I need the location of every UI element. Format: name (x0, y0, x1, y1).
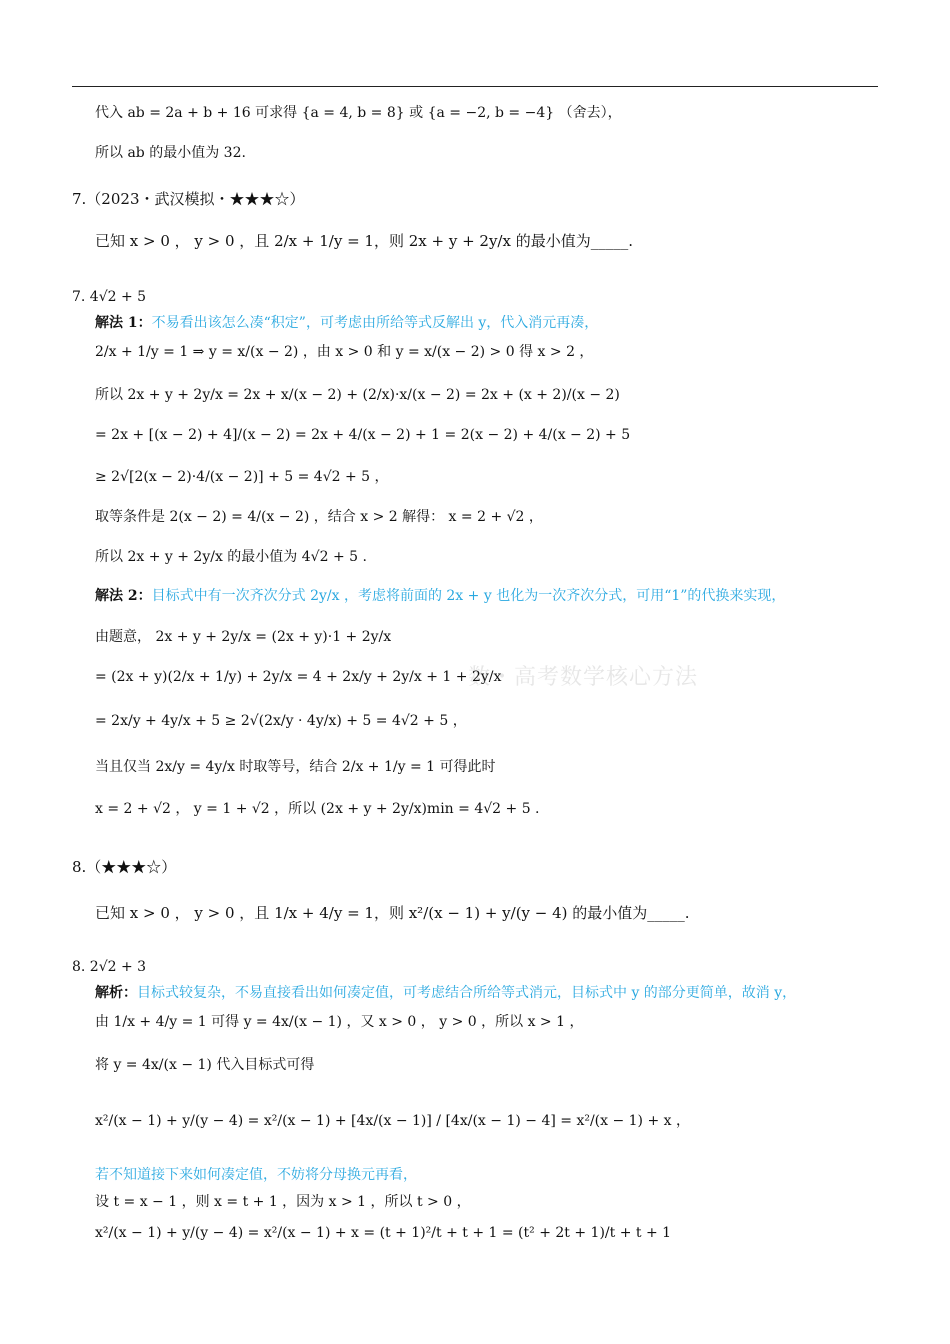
q8-analysis-label: 解析： (95, 985, 137, 1001)
q8-line-5: x²/(x − 1) + y/(y − 4) = x²/(x − 1) + x = (t + 1)²/t + t + 1 = (t² + 2t + 1)/t + t + 1 (95, 1225, 672, 1241)
q8-line-1: 由 1/x + 4/y = 1 可得 y = 4x/(x − 1) ，又 x > 0 ， y > 0 ，所以 x > 1 ， (95, 1014, 584, 1030)
q7-m1-line-2: 所以 2x + y + 2y/x = 2x + x/(x − 2) + (2/x)·x/(x − 2) = 2x + (x + 2)/(x − 2) (95, 387, 620, 403)
q8-analysis-row (95, 984, 796, 1002)
q7-m2-line-3: = 2x/y + 4y/x + 5 ≥ 2√(2x/y · 4y/x) + 5 = 4√2 + 5 ， (95, 713, 467, 729)
q7-header: 7.（2023・武汉模拟・★★★☆） (72, 190, 305, 208)
q7-m2-line-1: 由题意， 2x + y + 2y/x = (2x + y)·1 + 2y/x (95, 629, 392, 645)
q8-line-3: x²/(x − 1) + y/(y − 4) = x²/(x − 1) + [4x/(x − 1)] / [4x/(x − 1) − 4] = x²/(x − 1) + x ， (95, 1113, 690, 1129)
watermark: 数・高考数学核心方法 (468, 665, 699, 690)
q7-method1-hint: 不易看出该怎么凑“积定”，可考虑由所给等式反解出 y，代入消元再凑， (151, 315, 599, 331)
q8-header: 8.（★★★☆） (72, 858, 177, 876)
q7-m2-line-5: x = 2 + √2 ， y = 1 + √2 ，所以 (2x + y + 2y/x)min = 4√2 + 5 . (95, 801, 540, 817)
q7-answer: 7. 4√2 + 5 (72, 289, 147, 305)
q7-stem: 已知 x > 0 ， y > 0 ，且 2/x + 1/y = 1，则 2x + y + 2y/x 的最小值为_____. (95, 232, 633, 250)
q7-m2-line-2: = (2x + y)(2/x + 1/y) + 2y/x = 4 + 2x/y + 2y/x + 1 + 2y/x (95, 669, 502, 685)
prev-line-1: 代入 ab = 2a + b + 16 可求得 {a = 4, b = 8} 或 {a = −2, b = −4} （舍去）， (95, 105, 622, 121)
q7-method2-label: 解法 2： (95, 588, 152, 604)
q7-m1-line-6: 所以 2x + y + 2y/x 的最小值为 4√2 + 5 . (95, 549, 367, 565)
q8-line-4: 设 t = x − 1 ，则 x = t + 1 ，因为 x > 1 ，所以 t > 0 ， (95, 1194, 471, 1210)
q7-method1-label: 解法 1： (95, 315, 152, 331)
header-rule (72, 86, 878, 87)
prev-line-2: 所以 ab 的最小值为 32. (95, 145, 246, 161)
q8-line-2: 将 y = 4x/(x − 1) 代入目标式可得 (95, 1057, 315, 1073)
q7-method2-row (95, 587, 785, 605)
q7-m2-line-4: 当且仅当 2x/y = 4y/x 时取等号，结合 2/x + 1/y = 1 可得此时 (95, 759, 496, 775)
q8-answer: 8. 2√2 + 3 (72, 959, 147, 975)
q7-m1-line-1: 2/x + 1/y = 1 ⇒ y = x/(x − 2) ，由 x > 0 和 y = x/(x − 2) > 0 得 x > 2 ， (95, 344, 594, 360)
q7-m1-line-4: ≥ 2√[2(x − 2)·4/(x − 2)] + 5 = 4√2 + 5 ， (95, 469, 389, 485)
q8-hint-2: 若不知道接下来如何凑定值，不妨将分母换元再看， (95, 1167, 417, 1183)
q7-m1-line-3: = 2x + [(x − 2) + 4]/(x − 2) = 2x + 4/(x − 2) + 1 = 2(x − 2) + 4/(x − 2) + 5 (95, 427, 631, 443)
q7-method2-hint: 目标式中有一次齐次分式 2y/x ，考虑将前面的 2x + y 也化为一次齐次分式，可用“1”的代换来实现， (151, 588, 786, 604)
q8-stem: 已知 x > 0 ， y > 0 ，且 1/x + 4/y = 1，则 x²/(x − 1) + y/(y − 4) 的最小值为_____. (95, 904, 690, 922)
q7-method1-row (95, 314, 598, 332)
q7-m1-line-5: 取等条件是 2(x − 2) = 4/(x − 2) ，结合 x > 2 解得： x = 2 + √2 ， (95, 509, 543, 525)
q8-analysis-hint: 目标式较复杂，不易直接看出如何凑定值，可考虑结合所给等式消元，目标式中 y 的部分更简单，故消 y， (137, 985, 797, 1001)
